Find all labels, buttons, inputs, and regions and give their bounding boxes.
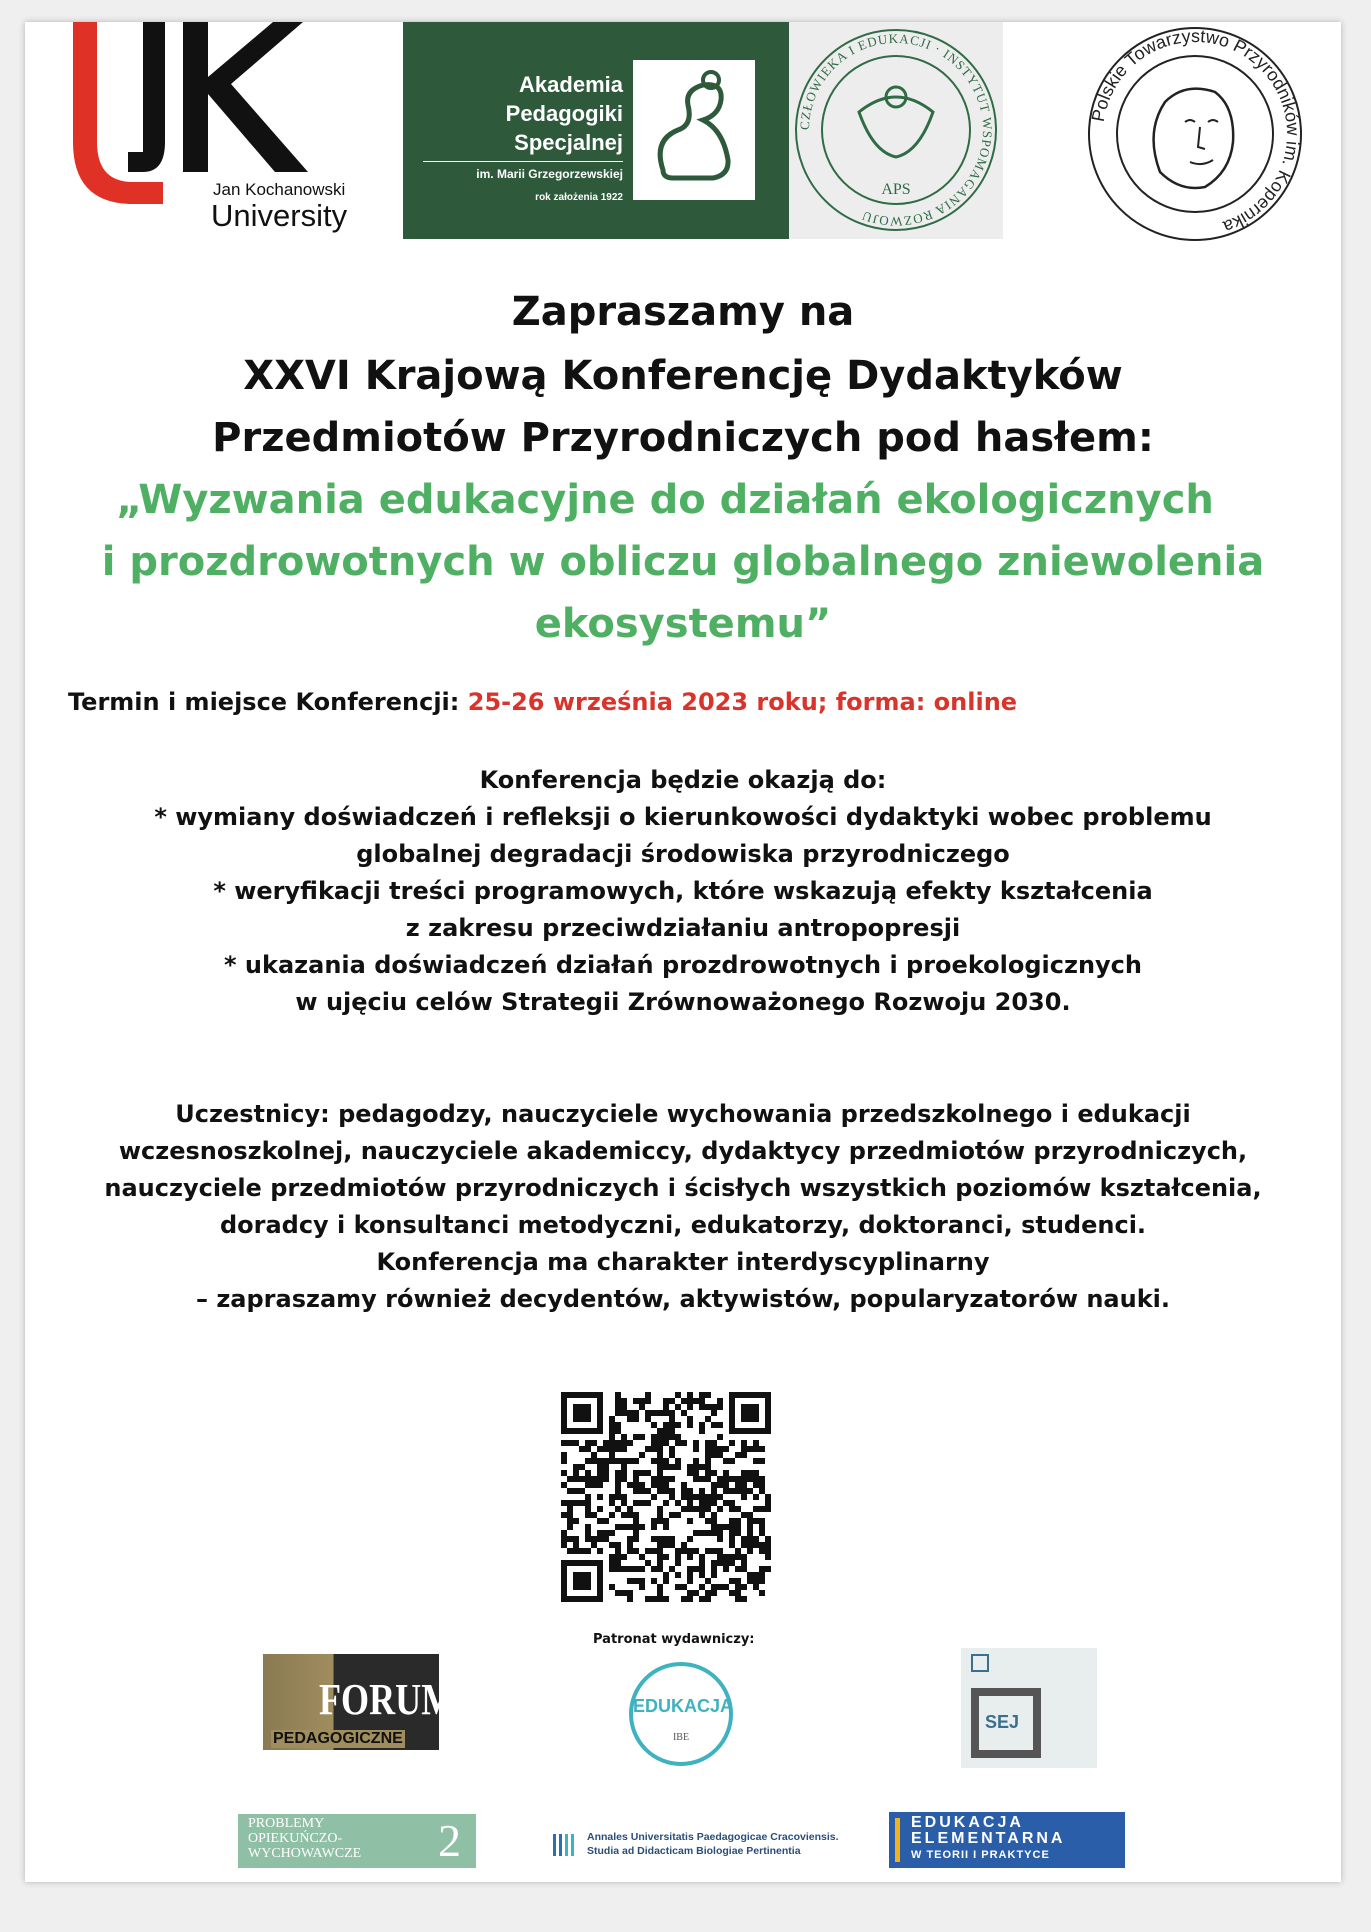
goals-line: z zakresu przeciwdziałaniu antropopresji [405, 914, 961, 942]
svg-text:CZŁOWIEKA I EDUKACJI · INSTYTU [797, 31, 995, 229]
participants-line: Uczestnicy: pedagodzy, nauczyciele wychowania przedszkolnego i edukacji [175, 1100, 1191, 1128]
copernicus-emblem-icon [1075, 22, 1315, 244]
ee-line3: W TEORII I PRAKTYCE [911, 1849, 1050, 1861]
problemy-num: 2 [438, 1815, 461, 1866]
edukacja-title: EDUKACJA [633, 1696, 734, 1716]
patronage-label: Patronat wydawniczy: [593, 1632, 755, 1647]
ee-line1: EDUKACJA [911, 1814, 1024, 1831]
participants-block [25, 1096, 1341, 1318]
forum-pedagogiczne-logo [263, 1654, 456, 1750]
ptp-ring-text: Polskie Towarzystwo Przyrodników im. Kopernika [1087, 25, 1304, 238]
goals-line: w ujęciu celów Strategii Zrównoważonego Rozwoju 2030. [295, 988, 1071, 1016]
poster-sheet [25, 22, 1341, 1882]
problemy-line1: PROBLEMY [248, 1816, 325, 1831]
aps-figure-icon [633, 60, 755, 200]
edukacja-elementarna-logo [889, 1812, 1125, 1868]
forum-line2: PEDAGOGICZNE [273, 1730, 403, 1747]
date-row [68, 688, 1017, 716]
goals-line: * weryfikacji treści programowych, które wskazują efekty kształcenia [213, 877, 1153, 905]
annales-line2: Studia ad Didacticam Biologiae Pertinentia [587, 1845, 801, 1857]
participants-line: nauczyciele przedmiotów przyrodniczych i ścisłych wszystkich poziomów kształcenia, [104, 1174, 1262, 1202]
qr-code[interactable] [561, 1392, 771, 1602]
ee-line2: ELEMENTARNA [911, 1830, 1066, 1847]
forum-line1: FORUM [319, 1675, 456, 1724]
motto-line2: i prozdrowotnych w obliczu globalnego zniewolenia [101, 539, 1265, 585]
participants-line: – zapraszamy również decydentów, aktywistów, popularyzatorów nauki. [195, 1285, 1171, 1313]
problemy-line2: OPIEKUŃCZO- [248, 1831, 343, 1846]
goals-block [25, 762, 1341, 1021]
sej-title: SEJ [985, 1712, 1020, 1732]
aps-line2: Pedagogiki [505, 101, 623, 126]
motto-line1: „Wyzwania edukacyjne do działań ekologicznych [116, 477, 1214, 523]
edukacja-sub: IBE [672, 1732, 690, 1743]
institute-emblem-icon [789, 22, 1003, 239]
institute-center-text: APS [881, 181, 911, 198]
aps-emblem [633, 60, 755, 200]
annales-line1: Annales Universitatis Paedagogicae Cracoviensis. [587, 1831, 839, 1843]
participants-line: wczesnoszkolnej, nauczyciele akademiccy, dydaktycy przedmiotów przyrodniczych, [118, 1137, 1248, 1165]
annales-logo [553, 1828, 873, 1864]
problemy-line3: WYCHOWAWCZE [248, 1846, 362, 1861]
ujk-name-line2: University [211, 198, 348, 233]
heading-line1: Zapraszamy na [511, 289, 855, 335]
ptp-logo [1075, 22, 1315, 244]
ujk-logo [63, 22, 373, 237]
participants-line: doradcy i konsultanci metodyczni, edukatorzy, doktoranci, studenci. [219, 1211, 1147, 1239]
aps-line4: im. Marii Grzegorzewskiej [423, 161, 623, 186]
date-value: 25-26 września 2023 roku; forma: online [467, 688, 1018, 716]
heading-line3: Przedmiotów Przyrodniczych pod hasłem: [212, 415, 1154, 461]
problemy-logo [238, 1814, 476, 1868]
heading-line2: XXVI Krajową Konferencję Dydaktyków [243, 353, 1123, 399]
aps-line5: rok założenia 1922 [535, 192, 623, 203]
goals-line: globalnej degradacji środowiska przyrodniczego [356, 840, 1010, 868]
aps-logo [403, 22, 789, 239]
participants-line: Konferencja ma charakter interdyscyplinarny [376, 1248, 990, 1276]
annales-icon [553, 1832, 583, 1858]
aps-line1: Akademia [519, 72, 623, 97]
institute-logo [789, 22, 1003, 239]
date-label: Termin i miejsce Konferencji: [68, 688, 460, 716]
ujk-name-line1: Jan Kochanowski [213, 180, 346, 199]
goals-intro: Konferencja będzie okazją do: [479, 766, 887, 794]
goals-line: * wymiany doświadczeń i refleksji o kierunkowości dydaktyki wobec problemu [154, 803, 1212, 831]
svg-text:Polskie Towarzystwo Przyrodnik [1088, 26, 1303, 238]
institute-ring-text: CZŁOWIEKA I EDUKACJI · INSTYTUT WSPOMAGANIA ROZWOJU [796, 30, 996, 230]
motto-line3: ekosystemu” [534, 601, 832, 647]
sej-logo [961, 1648, 1097, 1768]
goals-line: * ukazania doświadczeń działań prozdrowotnych i proekologicznych [224, 951, 1142, 979]
qr-code-icon [561, 1392, 771, 1602]
edukacja-logo [629, 1662, 733, 1766]
aps-line3: Specjalnej [514, 130, 623, 155]
